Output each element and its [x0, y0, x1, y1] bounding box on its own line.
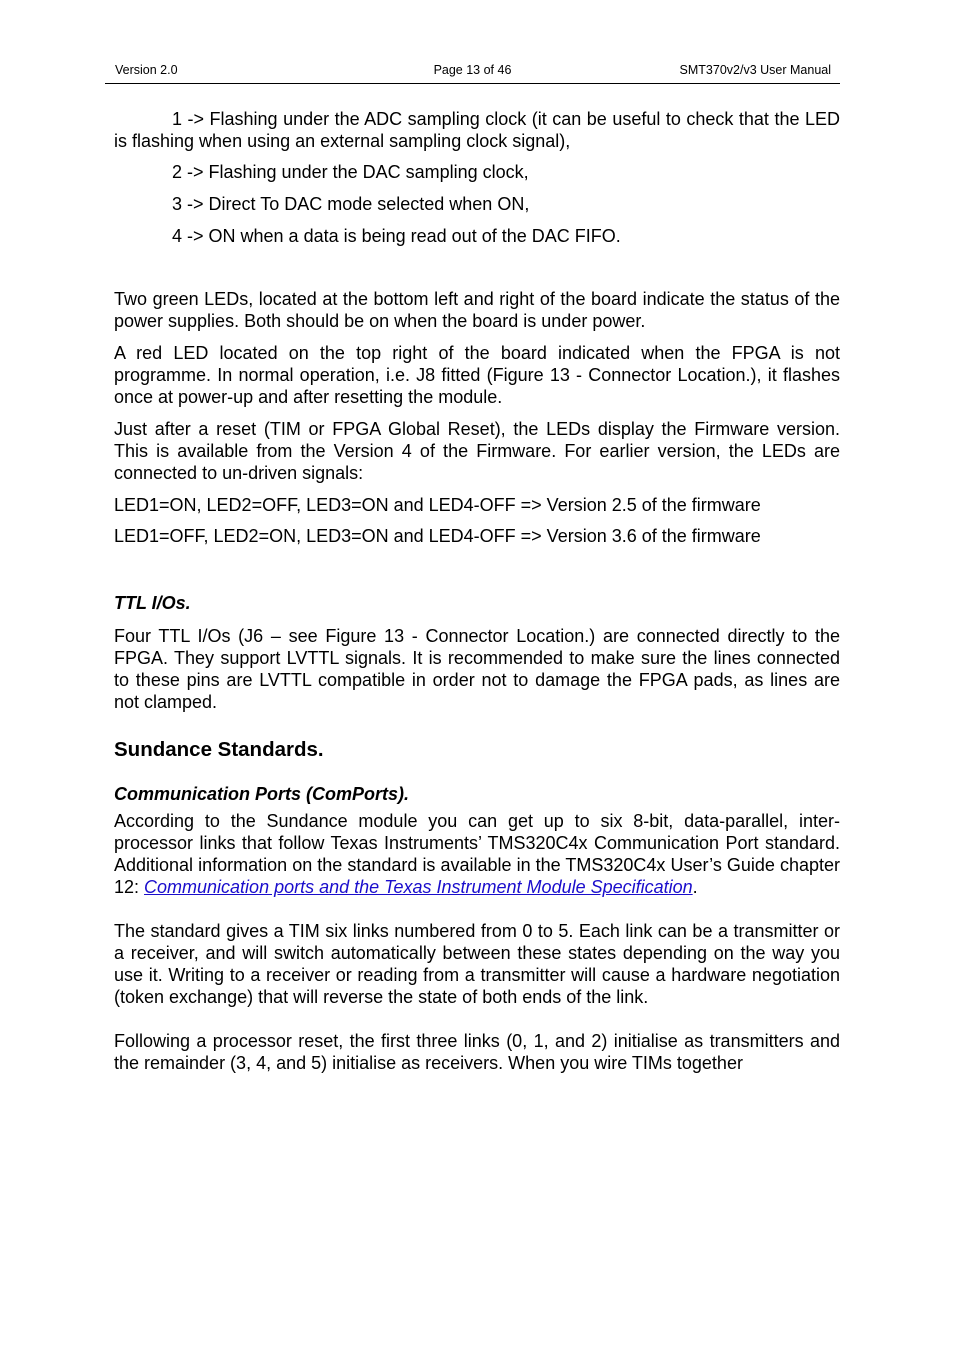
led-mode-3: 3 -> Direct To DAC mode selected when ON,	[172, 194, 530, 214]
header-manual-title: SMT370v2/v3 User Manual	[679, 63, 831, 77]
processor-reset-paragraph: Following a processor reset, the first three links (0, 1, and 2) initialise as transmitters and the remainder (3, 4, and 5) initialise as receivers. When you wire TIMs together	[114, 1031, 840, 1073]
comports-paragraph	[114, 810, 840, 898]
links-paragraph: The standard gives a TIM six links numbered from 0 to 5. Each link can be a transmitter or a receiver, and will switch automatically between these states depending on the way you use it. Writing to a receiver or reading from a transmitter will cause a hardware negotiation (token exchange) that will reverse the state of both ends of the link.	[114, 921, 840, 1007]
page-body	[114, 108, 840, 1074]
firmware-reset-paragraph: Just after a reset (TIM or FPGA Global Reset), the LEDs display the Firmware version. This is available from the Version 4 of the Firmware. For earlier version, the LEDs are connected to un-driven signals:	[114, 419, 840, 483]
ttl-heading: TTL I/Os.	[114, 593, 191, 613]
header-version: Version 2.0	[115, 63, 178, 77]
led-mode-4: 4 -> ON when a data is being read out of the DAC FIFO.	[172, 226, 621, 246]
sundance-standards-heading: Sundance Standards.	[114, 738, 324, 761]
header-page-number: Page 13 of 46	[433, 63, 512, 77]
led-mode-1: 1 -> Flashing under the ADC sampling clock (it can be useful to check that the LED is flashing when using an external sampling clock signal),	[114, 109, 840, 151]
comports-period: .	[692, 877, 698, 897]
ttl-paragraph: Four TTL I/Os (J6 – see Figure 13 - Connector Location.) are connected directly to the FPGA. They support LVTTL signals. It is recommended to make sure the lines connected to these pins are LVTTL compatible in order not to damage the FPGA pads, as lines are not clamped.	[114, 626, 840, 712]
firmware-version-2-5: LED1=ON, LED2=OFF, LED3=ON and LED4-OFF => Version 2.5 of the firmware	[114, 495, 761, 515]
led-mode-2: 2 -> Flashing under the DAC sampling clock,	[172, 162, 529, 182]
firmware-version-3-6: LED1=OFF, LED2=ON, LED3=ON and LED4-OFF => Version 3.6 of the firmware	[114, 526, 761, 546]
comports-text: According to the Sundance module you can get up to six 8-bit, data-parallel, inter-processor links that follow Texas Instruments’ TMS320C4x Communication Port standard. Additional information on the standard is available in the TMS320C4x User’s Guide chapter 12:	[114, 811, 840, 897]
red-led-paragraph: A red LED located on the top right of the board indicated when the FPGA is not programme. In normal operation, i.e. J8 fitted (Figure 13 - Connector Location.), it flashes once at power-up and after resetting the module.	[114, 343, 840, 407]
comports-spec-link[interactable]: Communication ports and the Texas Instrument Module Specification	[144, 877, 693, 897]
page-header	[105, 61, 840, 84]
green-leds-paragraph: Two green LEDs, located at the bottom left and right of the board indicate the status of the power supplies. Both should be on when the board is under power.	[114, 289, 840, 331]
comports-heading: Communication Ports (ComPorts).	[114, 784, 410, 804]
